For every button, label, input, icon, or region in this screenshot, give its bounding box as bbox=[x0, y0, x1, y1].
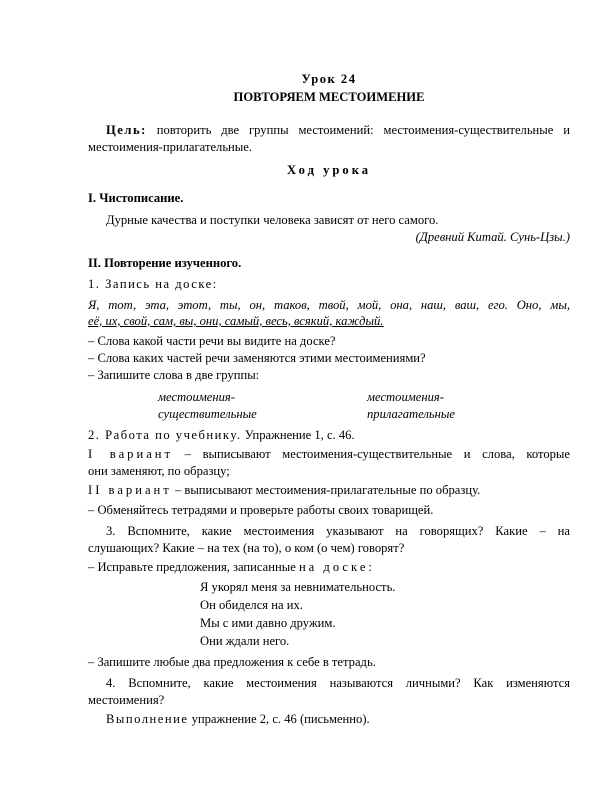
words-line-2: её, их, свой, сам, вы, они, самый, весь, всякий, каждый. bbox=[88, 314, 384, 328]
correct-spaced: на доске: bbox=[298, 560, 375, 574]
item1-label: 1. Запись на доске: bbox=[88, 277, 218, 291]
variant1-line-1 bbox=[88, 446, 570, 462]
item4-line-1: 4. Вспомните, какие местоимения называются личными? Как изменяются bbox=[106, 676, 570, 690]
item4-line-2: местоимения? bbox=[88, 693, 165, 707]
lesson-title: ПОВТОРЯЕМ МЕСТОИМЕНИЕ bbox=[233, 90, 425, 104]
course-heading: Ход урока bbox=[286, 163, 372, 177]
section1-heading: I. Чистописание. bbox=[88, 191, 184, 205]
group1-line-1: местоимения- bbox=[158, 390, 235, 404]
exec-text: упражнение 2, с. 46 (письменно). bbox=[191, 712, 370, 726]
sentence-2: Он обиделся на их. bbox=[200, 598, 303, 612]
variant2-label: II вариант bbox=[88, 483, 172, 497]
variant2-text: – выписывают местоимения-прилагательные по образцу. bbox=[174, 483, 481, 497]
variant1-text-2: они заменяют, по образцу; bbox=[88, 464, 230, 478]
item3-line-2: слушающих? Какие – на тех (на то), о ком (о чем) говорят? bbox=[88, 541, 405, 555]
exec-label: Выполнение bbox=[106, 712, 189, 726]
variant1-label: I вариант bbox=[88, 447, 174, 461]
group2-line-1: местоимения- bbox=[367, 390, 444, 404]
goal-line-1 bbox=[88, 122, 570, 138]
lesson-number: Урок 24 bbox=[301, 72, 357, 86]
section1-source: (Древний Китай. Сунь-Цзы.) bbox=[415, 230, 570, 244]
question-3: – Запишите слова в две группы: bbox=[88, 368, 260, 382]
goal-label: Цель: bbox=[106, 123, 147, 137]
exec-line bbox=[88, 711, 570, 727]
item2-text: Упражнение 1, с. 46. bbox=[244, 428, 355, 442]
correct-prefix: – Исправьте предложения, записанные bbox=[88, 560, 296, 574]
exchange-text: – Обменяйтесь тетрадями и проверьте работы своих товарищей. bbox=[88, 503, 434, 517]
question-1: – Слова какой части речи вы видите на доске? bbox=[88, 334, 336, 348]
variant1-text-1: – выписывают местоимения-существительные и слова, которые bbox=[184, 447, 570, 461]
write-any-text: – Запишите любые два предложения к себе в тетрадь. bbox=[88, 655, 376, 669]
item2-label: 2. Работа по учебнику. bbox=[88, 428, 242, 442]
question-2: – Слова каких частей речи заменяются этими местоимениями? bbox=[88, 351, 426, 365]
goal-text-2: местоимения-прилагательные. bbox=[88, 140, 253, 154]
group1-line-2: существительные bbox=[158, 407, 257, 421]
section1-quote: Дурные качества и поступки человека зависят от него самого. bbox=[106, 213, 439, 227]
goal-text-1: повторить две группы местоимений: местоимения-существительные и bbox=[156, 123, 570, 137]
variant2-line bbox=[88, 482, 570, 498]
correct-line bbox=[88, 559, 570, 575]
item2-line bbox=[88, 427, 570, 443]
item3-line-1: 3. Вспомните, какие местоимения указывают на говорящих? Какие – на bbox=[106, 524, 570, 538]
sentence-1: Я укорял меня за невнимательность. bbox=[200, 580, 396, 594]
section2-heading: II. Повторение изученного. bbox=[88, 256, 242, 270]
sentence-4: Они ждали него. bbox=[200, 634, 290, 648]
group2-line-2: прилагательные bbox=[367, 407, 456, 421]
words-line-1: Я, тот, эта, этот, ты, он, таков, твой, мой, она, наш, ваш, его. Оно, мы, bbox=[88, 298, 570, 312]
sentence-3: Мы с ими давно дружим. bbox=[200, 616, 336, 630]
